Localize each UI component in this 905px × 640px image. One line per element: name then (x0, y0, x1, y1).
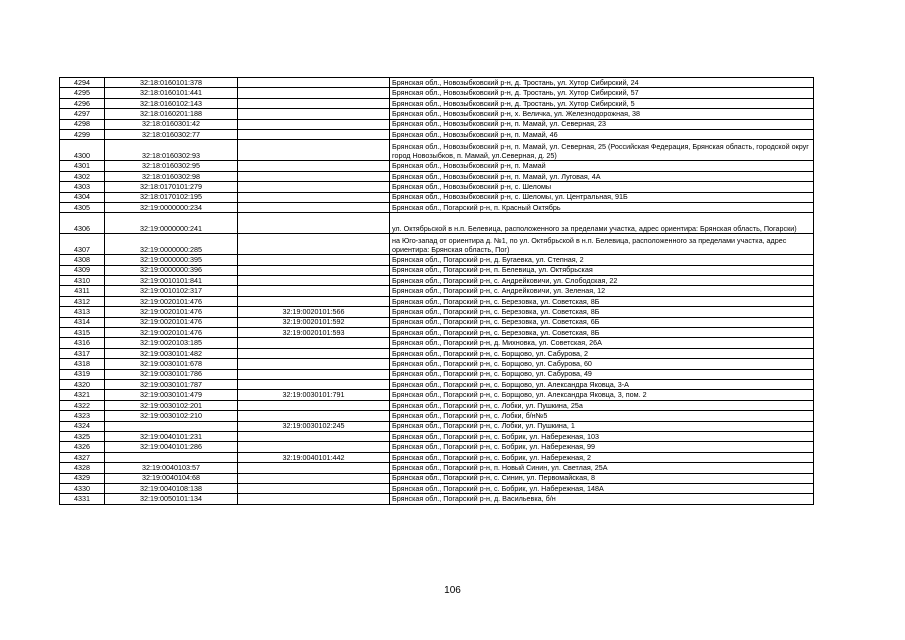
row-number: 4306 (60, 213, 105, 234)
related-cadastral-number (238, 255, 390, 265)
related-cadastral-number: 32:19:0040101:442 (238, 452, 390, 462)
row-number: 4298 (60, 119, 105, 129)
cadastral-number: 32:18:0160301:42 (105, 119, 238, 129)
table-row (60, 411, 814, 421)
row-number: 4322 (60, 400, 105, 410)
cadastral-number: 32:18:0170101:279 (105, 182, 238, 192)
related-cadastral-number (238, 379, 390, 389)
table-row (60, 161, 814, 171)
cadastral-number (105, 421, 238, 431)
row-number: 4305 (60, 202, 105, 212)
related-cadastral-number (238, 348, 390, 358)
table-row (60, 119, 814, 129)
row-number: 4294 (60, 78, 105, 88)
row-number: 4307 (60, 234, 105, 255)
table-row (60, 473, 814, 483)
table-row (60, 255, 814, 265)
cadastral-number: 32:19:0030101:678 (105, 359, 238, 369)
address: Брянская обл., Новозыбковский р-н, п. Мамай (390, 161, 814, 171)
address: Брянская обл., Новозыбковский р-н, д. Тростань, ул. Хутор Сибирский, 24 (390, 78, 814, 88)
cadastral-number: 32:19:0030101:786 (105, 369, 238, 379)
table-row (60, 400, 814, 410)
cadastral-number: 32:18:0160101:441 (105, 88, 238, 98)
address: Брянская обл., Погарский р-н, с. Лобки, ул. Пушкина, 25а (390, 400, 814, 410)
table-row (60, 317, 814, 327)
row-number: 4313 (60, 307, 105, 317)
cadastral-number: 32:18:0160302:95 (105, 161, 238, 171)
table-row (60, 296, 814, 306)
table-body (60, 78, 814, 505)
address: Брянская обл., Погарский р-н, с. Андрейковичи, ул. Зеленая, 12 (390, 286, 814, 296)
table-row (60, 192, 814, 202)
table-row (60, 213, 814, 234)
cadastral-number: 32:19:0020101:476 (105, 307, 238, 317)
table-row (60, 307, 814, 317)
row-number: 4326 (60, 442, 105, 452)
table-row (60, 78, 814, 88)
related-cadastral-number (238, 192, 390, 202)
cadastral-number: 32:18:0160102:143 (105, 98, 238, 108)
cadastral-number: 32:18:0160101:378 (105, 78, 238, 88)
table-row (60, 348, 814, 358)
row-number: 4321 (60, 390, 105, 400)
row-number: 4319 (60, 369, 105, 379)
table-row (60, 369, 814, 379)
row-number: 4309 (60, 265, 105, 275)
related-cadastral-number (238, 296, 390, 306)
cadastral-number: 32:19:0030101:479 (105, 390, 238, 400)
cadastral-number: 32:19:0030102:210 (105, 411, 238, 421)
table-row (60, 109, 814, 119)
row-number: 4303 (60, 182, 105, 192)
row-number: 4312 (60, 296, 105, 306)
address: Брянская обл., Погарский р-н, п. Белевица, ул. Октябрьская (390, 265, 814, 275)
related-cadastral-number: 32:19:0030102:245 (238, 421, 390, 431)
address: Брянская обл., Погарский р-н, с. Березовка, ул. Советская, 8Б (390, 328, 814, 338)
row-number: 4308 (60, 255, 105, 265)
related-cadastral-number (238, 276, 390, 286)
table-row (60, 494, 814, 504)
cadastral-number: 32:19:0010102:317 (105, 286, 238, 296)
row-number: 4302 (60, 171, 105, 181)
related-cadastral-number (238, 129, 390, 139)
row-number: 4317 (60, 348, 105, 358)
related-cadastral-number (238, 411, 390, 421)
table-row (60, 328, 814, 338)
cadastral-number: 32:19:0040103:57 (105, 463, 238, 473)
table-row (60, 442, 814, 452)
table-row (60, 129, 814, 139)
related-cadastral-number (238, 78, 390, 88)
row-number: 4328 (60, 463, 105, 473)
related-cadastral-number (238, 463, 390, 473)
related-cadastral-number (238, 473, 390, 483)
related-cadastral-number (238, 483, 390, 493)
address: Брянская обл., Погарский р-н, с. Бобрик, ул. Набережная, 99 (390, 442, 814, 452)
address: Брянская обл., Погарский р-н, с. Синин, ул. Первомайская, 8 (390, 473, 814, 483)
cadastral-number: 32:19:0000000:396 (105, 265, 238, 275)
row-number: 4304 (60, 192, 105, 202)
cadastral-table (59, 77, 814, 505)
table-row (60, 338, 814, 348)
related-cadastral-number (238, 338, 390, 348)
address: Брянская обл., Новозыбковский р-н, п. Мамай, ул. Северная, 23 (390, 119, 814, 129)
related-cadastral-number (238, 202, 390, 212)
cadastral-number: 32:18:0160201:188 (105, 109, 238, 119)
address: Брянская обл., Погарский р-н, с. Лобки, ул. Пушкина, 1 (390, 421, 814, 431)
row-number: 4324 (60, 421, 105, 431)
row-number: 4320 (60, 379, 105, 389)
row-number: 4297 (60, 109, 105, 119)
table-row (60, 182, 814, 192)
table-row (60, 390, 814, 400)
related-cadastral-number: 32:19:0020101:592 (238, 317, 390, 327)
table-row (60, 171, 814, 181)
row-number: 4325 (60, 431, 105, 441)
row-number: 4315 (60, 328, 105, 338)
related-cadastral-number: 32:19:0030101:791 (238, 390, 390, 400)
address: на Юго-запад от ориентира д. №1, по ул. Октябрьской в н.п. Белевица, расположенного за пределами участка, адрес ориентира: Брянская область, Пог) (390, 234, 814, 255)
related-cadastral-number (238, 98, 390, 108)
cadastral-number (105, 452, 238, 462)
table-row (60, 286, 814, 296)
related-cadastral-number: 32:19:0020101:566 (238, 307, 390, 317)
cadastral-number: 32:18:0160302:77 (105, 129, 238, 139)
cadastral-number: 32:19:0030102:201 (105, 400, 238, 410)
row-number: 4311 (60, 286, 105, 296)
address: Брянская обл., Новозыбковский р-н, д. Тростань, ул. Хутор Сибирский, 5 (390, 98, 814, 108)
address: Брянская обл., Новозыбковский р-н, п. Мамай, ул. Луговая, 4А (390, 171, 814, 181)
address: Брянская обл., Новозыбковский р-н, п. Мамай, ул. Северная, 25 (Российская Федерация, Брянская область, городской округ город Новозыбков, п. Мамай, ул.Северная, д. 25) (390, 140, 814, 161)
row-number: 4329 (60, 473, 105, 483)
address: Брянская обл., Погарский р-н, с. Березовка, ул. Советская, 8Б (390, 296, 814, 306)
address: Брянская обл., Погарский р-н, с. Березовка, ул. Советская, 6Б (390, 317, 814, 327)
address: Брянская обл., Погарский р-н, п. Красный Октябрь (390, 202, 814, 212)
cadastral-number: 32:18:0170102:195 (105, 192, 238, 202)
table-row (60, 265, 814, 275)
related-cadastral-number (238, 265, 390, 275)
cadastral-number: 32:19:0010101:841 (105, 276, 238, 286)
address: Брянская обл., Новозыбковский р-н, д. Тростань, ул. Хутор Сибирский, 57 (390, 88, 814, 98)
address: Брянская обл., Погарский р-н, с. Лобки, б/н№5 (390, 411, 814, 421)
cadastral-number: 32:19:0040101:286 (105, 442, 238, 452)
related-cadastral-number (238, 442, 390, 452)
cadastral-number: 32:19:0000000:285 (105, 234, 238, 255)
cadastral-number: 32:19:0040108:138 (105, 483, 238, 493)
table-row (60, 483, 814, 493)
address: Брянская обл., Погарский р-н, с. Борщово, ул. Сабурова, 60 (390, 359, 814, 369)
related-cadastral-number (238, 171, 390, 181)
cadastral-number: 32:19:0040104:68 (105, 473, 238, 483)
address: Брянская обл., Погарский р-н, с. Борщово, ул. Сабурова, 49 (390, 369, 814, 379)
table-row (60, 463, 814, 473)
address: Брянская обл., Погарский р-н, с. Бобрик, ул. Набережная, 103 (390, 431, 814, 441)
related-cadastral-number (238, 234, 390, 255)
table-row (60, 140, 814, 161)
cadastral-number: 32:19:0040101:231 (105, 431, 238, 441)
related-cadastral-number (238, 431, 390, 441)
table-row (60, 276, 814, 286)
row-number: 4331 (60, 494, 105, 504)
cadastral-number: 32:19:0020101:476 (105, 317, 238, 327)
address: Брянская обл., Погарский р-н, с. Бобрик, ул. Набережная, 148А (390, 483, 814, 493)
table-row (60, 88, 814, 98)
related-cadastral-number (238, 400, 390, 410)
related-cadastral-number (238, 286, 390, 296)
row-number: 4301 (60, 161, 105, 171)
table-row (60, 379, 814, 389)
address: Брянская обл., Новозыбковский р-н, с. Шеломы, ул. Центральная, 91Б (390, 192, 814, 202)
cadastral-number: 32:19:0020101:476 (105, 296, 238, 306)
row-number: 4300 (60, 140, 105, 161)
row-number: 4296 (60, 98, 105, 108)
address: Брянская обл., Погарский р-н, с. Андрейковичи, ул. Слободская, 22 (390, 276, 814, 286)
row-number: 4314 (60, 317, 105, 327)
related-cadastral-number (238, 359, 390, 369)
table-row (60, 421, 814, 431)
table-row (60, 98, 814, 108)
related-cadastral-number (238, 88, 390, 98)
address: Брянская обл., Погарский р-н, с. Березовка, ул. Советская, 8Б (390, 307, 814, 317)
related-cadastral-number (238, 161, 390, 171)
related-cadastral-number (238, 494, 390, 504)
cadastral-number: 32:19:0000000:234 (105, 202, 238, 212)
row-number: 4327 (60, 452, 105, 462)
cadastral-number: 32:19:0050101:134 (105, 494, 238, 504)
related-cadastral-number: 32:19:0020101:593 (238, 328, 390, 338)
cadastral-number: 32:19:0020103:185 (105, 338, 238, 348)
row-number: 4316 (60, 338, 105, 348)
row-number: 4299 (60, 129, 105, 139)
address: Брянская обл., Новозыбковский р-н, с. Шеломы (390, 182, 814, 192)
address: Брянская обл., Новозыбковский р-н, п. Мамай, 46 (390, 129, 814, 139)
address: Брянская обл., Погарский р-н, д. Бугаевка, ул. Степная, 2 (390, 255, 814, 265)
address: ул. Октябрьской в н.п. Белевица, расположенного за пределами участка, адрес ориентира: Брянская область, Погарски) (390, 213, 814, 234)
related-cadastral-number (238, 213, 390, 234)
address: Брянская обл., Погарский р-н, п. Новый Синин, ул. Светлая, 25А (390, 463, 814, 473)
address: Брянская обл., Погарский р-н, д. Михновка, ул. Советская, 26А (390, 338, 814, 348)
address: Брянская обл., Погарский р-н, с. Бобрик, ул. Набережная, 2 (390, 452, 814, 462)
table-row (60, 202, 814, 212)
related-cadastral-number (238, 109, 390, 119)
cadastral-number: 32:18:0160302:93 (105, 140, 238, 161)
related-cadastral-number (238, 119, 390, 129)
cadastral-number: 32:19:0020101:476 (105, 328, 238, 338)
related-cadastral-number (238, 140, 390, 161)
cadastral-number: 32:19:0030101:482 (105, 348, 238, 358)
cadastral-number: 32:18:0160302:98 (105, 171, 238, 181)
page-number: 106 (444, 585, 461, 596)
address: Брянская обл., Новозыбковский р-н, х. Величка, ул. Железнодорожная, 38 (390, 109, 814, 119)
cadastral-number: 32:19:0000000:395 (105, 255, 238, 265)
table-row (60, 431, 814, 441)
table-row (60, 452, 814, 462)
row-number: 4295 (60, 88, 105, 98)
table-row (60, 359, 814, 369)
row-number: 4318 (60, 359, 105, 369)
cadastral-number: 32:19:0000000:241 (105, 213, 238, 234)
address: Брянская обл., Погарский р-н, с. Борщово, ул. Александра Яковца, 3-А (390, 379, 814, 389)
row-number: 4330 (60, 483, 105, 493)
address: Брянская обл., Погарский р-н, д. Васильевка, б/н (390, 494, 814, 504)
address: Брянская обл., Погарский р-н, с. Борщово, ул. Александра Яковца, 3, пом. 2 (390, 390, 814, 400)
row-number: 4310 (60, 276, 105, 286)
address: Брянская обл., Погарский р-н, с. Борщово, ул. Сабурова, 2 (390, 348, 814, 358)
row-number: 4323 (60, 411, 105, 421)
related-cadastral-number (238, 369, 390, 379)
related-cadastral-number (238, 182, 390, 192)
table-row (60, 234, 814, 255)
cadastral-number: 32:19:0030101:787 (105, 379, 238, 389)
